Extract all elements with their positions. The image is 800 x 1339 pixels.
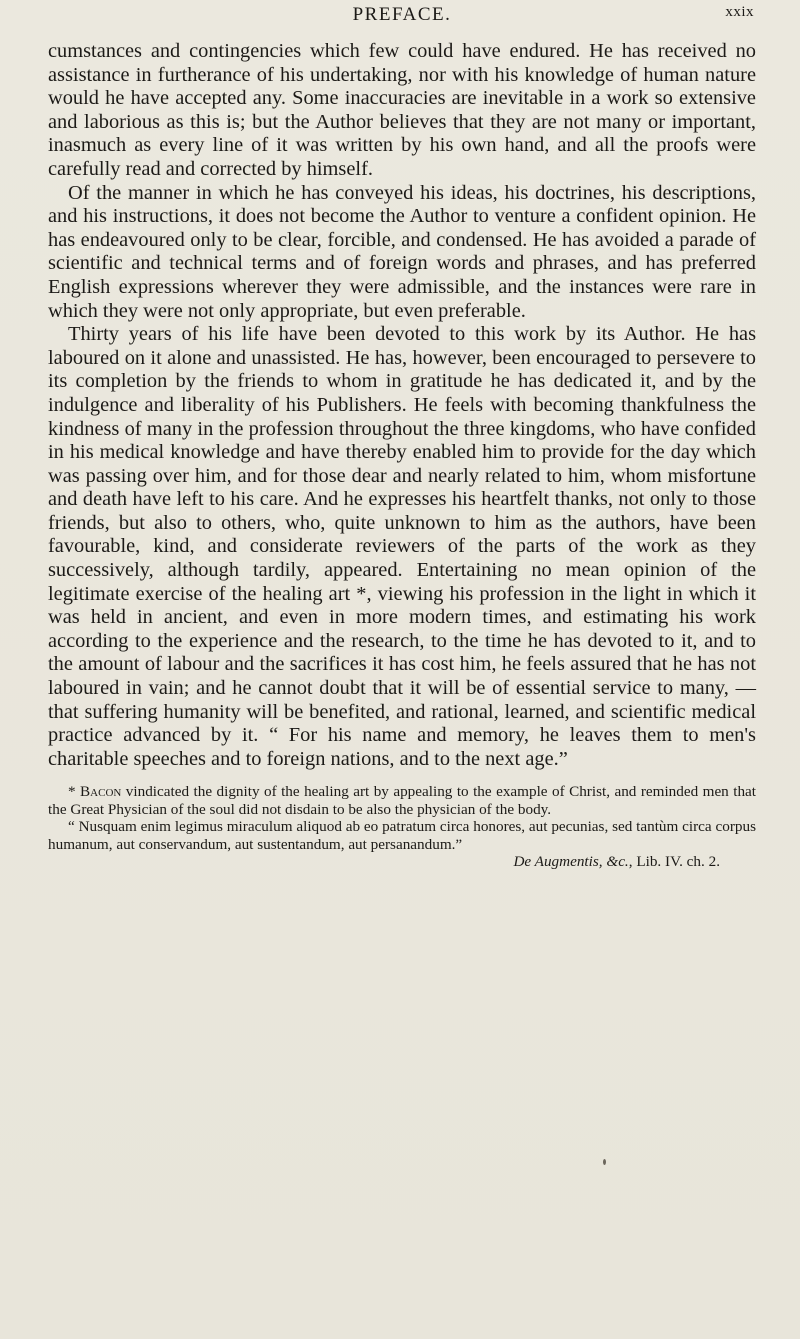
paragraph-manner: Of the manner in which he has conveyed his ideas, his doctrines, his descriptions, and his instructions, it does not become the Author to venture a confident opinion. He has endeavoured only to be clear, forcible, and condensed. He has avoided a parade of scientific and technical terms and of foreign words and phrases, and has preferred English expressions wherever they were admissible, and the instances were rare in which they were not only appropriate, but even preferable.	[48, 181, 756, 322]
citation-title: De Augmentis, &c.	[513, 853, 629, 871]
footnote-text: vindicated the dignity of the healing art by appealing to the example of Christ, and reminded men that the Great Physician of the soul did not disdain to be also the physician of the body.	[48, 783, 757, 818]
paragraph-thirty-years: Thirty years of his life have been devoted to this work by its Author. He has laboured on it alone and unassisted. He has, however, been encouraged to persevere to its completion by the friends to whom in gratitude he has dedicated it, and by the indulgence and liberality of his Publishers. He feels with becoming thankfulness the kindness of many in the profession throughout the three kingdoms, who have confided in his medical knowledge and have thereby enabled him to provide for the day which was passing over him, and for those dear and nearly related to him, whom misfortune and death have left to his care. And he expresses his heartfelt thanks, not only to those friends, but also to others, who, quite unknown to him as the authors, have been favourable, kind, and considerate reviewers of the parts of the work as they successively, although tardily, appeared. Entertaining no mean opinion of the legitimate exercise of the healing art *, viewing his profession in the light in which it was held in ancient, and even in more modern times, and estimating his work according to the experience and the research, to the time he has devoted to it, and to the amount of labour and the sacrifices it has cost him, he feels assured that he has not laboured in vain; and he cannot doubt that it will be of essential service to many, — that suffering humanity will be benefited, and rational, learned, and scientific medical practice advanced by it. “ For his name and memory, he leaves them to men's charitable speeches and to foreign nations, and to the next age.”	[48, 323, 756, 770]
page-number: xxix	[725, 4, 754, 20]
running-head: PREFACE.	[352, 4, 452, 25]
footnotes	[48, 783, 756, 870]
ink-speck	[603, 1159, 606, 1165]
footnote-marker: *	[68, 783, 81, 801]
body-text	[48, 40, 756, 771]
citation-rest: , Lib. IV. ch. 2.	[628, 853, 720, 871]
footnote-latin-quote: “ Nusquam enim legimus miraculum aliquod ab eo patratum circa honores, aut pecunias, sed tantùm circa corpus humanum, aut conservandum, aut sustentandum, aut persanandum.”	[48, 818, 756, 853]
paragraph-continued: cumstances and contingencies which few could have endured. He has received no assistance in furtherance of his undertaking, nor with his knowledge of human nature would he have accepted any. Some inaccuracies are inevitable in a work so extensive and laborious as this is; but the Author believes that they are not many or important, inasmuch as every line of it was written by his own hand, and all the proofs were carefully read and corrected by himself.	[48, 40, 756, 180]
footnote-citation	[48, 853, 720, 870]
page-header	[48, 0, 756, 40]
footnote-bacon	[48, 783, 756, 818]
footnote-author-name: Bacon	[80, 783, 122, 801]
